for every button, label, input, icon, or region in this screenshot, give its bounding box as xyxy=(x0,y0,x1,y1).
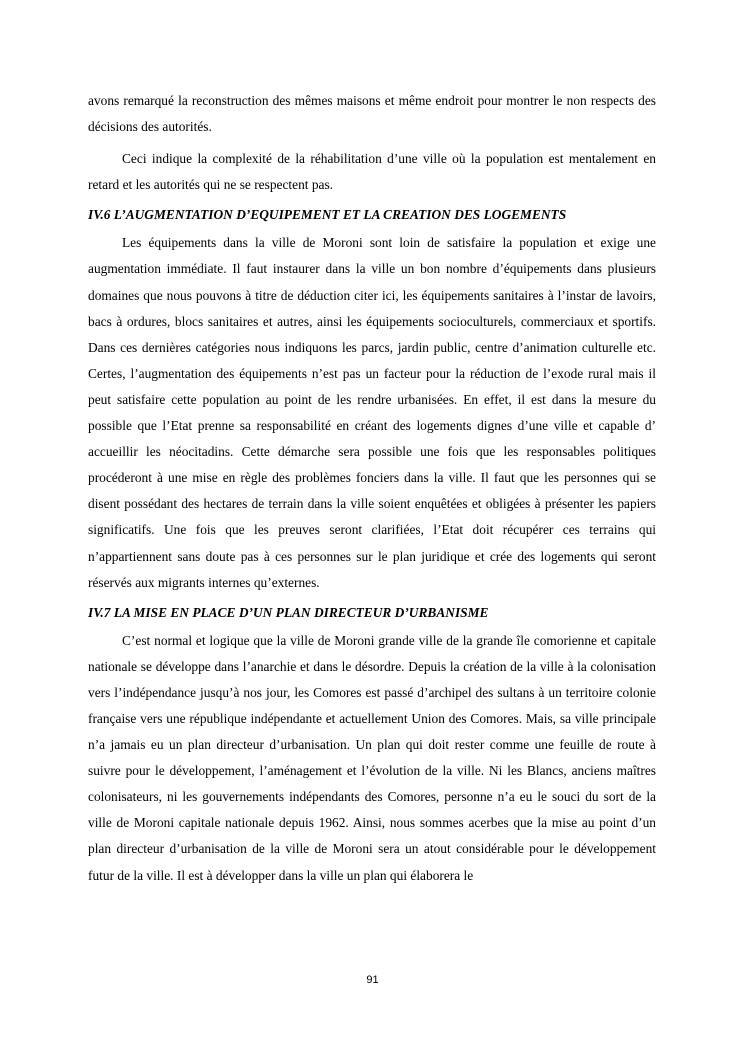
section-heading-iv7: IV.7 LA MISE EN PLACE D’UN PLAN DIRECTEUR D’URBANISME xyxy=(88,604,489,620)
paragraph-equipment: Les équipements dans la ville de Moroni sont loin de satisfaire la population et exige une augmentation immédiate. Il faut instaurer dans la ville un bon nombre d’équipements dans plusieurs domaines que nous pouvons à titre de déduction citer ici, les équipements sanitaires à l’instar de lavoirs, bacs à ordures, blocs sanitaires et autres, ainsi les équipements socioculturels, commerciaux et sportifs. Dans ces dernières catégories nous indiquons les parcs, jardin public, centre d’animation culturelle etc. Certes, l’augmentation des équipements n’est pas un facteur pour la réduction de l’exode rural mais il peut satisfaire cette population au point de les rendre urbanisées. En effet, il est dans la mesure du possible que l’Etat prenne sa responsabilité en créant des logements dignes d’une ville et capable d’ accueillir les néocitadins. Cette démarche sera possible une fois que les responsables politiques procéderont à une mise en règle des problèmes fonciers dans la ville. Il faut que les personnes qui se disent possédant des hectares de terrain dans la ville soient enquêtées et obligées à présenter les papiers significatifs. Une fois que les preuves seront clarifiées, l’Etat doit récupérer ces terrains qui n’appartiennent sans doute pas à ces personnes sur le plan juridique et crée des logements qui seront réservés aux migrants internes qu’externes. xyxy=(88,235,656,590)
page-body xyxy=(88,88,656,889)
page-number: 91 xyxy=(366,974,379,986)
paragraph-urban-plan: C’est normal et logique que la ville de Moroni grande ville de la grande île comorienne et capitale nationale se développe dans l’anarchie et dans le désordre. Depuis la création de la ville à la colonisation vers l’indépendance jusqu’à nos jour, les Comores est passé d’archipel des sultans à un territoire colonie française vers une république indépendante et actuellement Union des Comores. Mais, sa ville principale n’a jamais eu un plan directeur d’urbanisation. Un plan qui doit rester comme une feuille de route à suivre pour le développement, l’aménagement et l’évolution de la ville. Ni les Blancs, anciens maîtres colonisateurs, ni les gouvernements indépendants des Comores, personne n’a eu le souci du sort de la ville de Moroni capitale nationale depuis 1962. Ainsi, nous sommes acerbes que la mise au point d’un plan directeur d’urbanisation de la ville de Moroni sera un atout considérable pour le développement futur de la ville. Il est à développer dans la ville un plan qui élaborera le xyxy=(88,632,656,883)
paragraph-continuation: avons remarqué la reconstruction des mêmes maisons et même endroit pour montrer le non respects des décisions des autorités. xyxy=(88,93,656,135)
section-heading-iv6: IV.6 L’AUGMENTATION D’EQUIPEMENT ET LA CREATION DES LOGEMENTS xyxy=(88,207,567,223)
paragraph-complexity: Ceci indique la complexité de la réhabilitation d’une ville où la population est mentalement en retard et les autorités qui ne se respectent pas. xyxy=(88,151,656,193)
